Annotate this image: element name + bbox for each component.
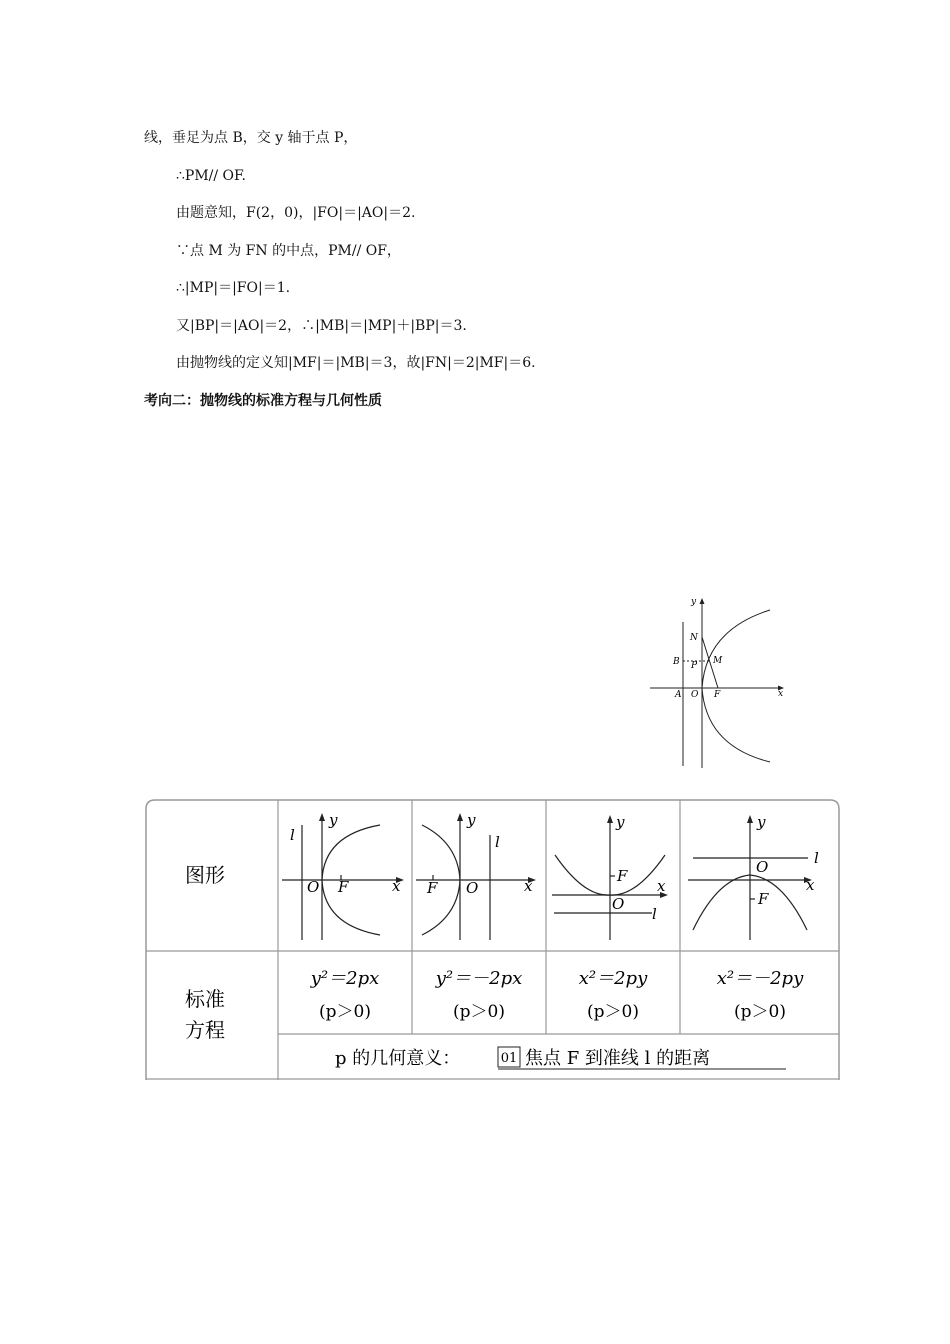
solution-line-2: ∴PM// OF. <box>176 168 247 184</box>
graph-opens-down <box>688 813 819 940</box>
row-label-standard-1: 标准 <box>185 987 225 1011</box>
g2-y: y <box>467 811 476 829</box>
fig-label-F: F <box>714 690 721 700</box>
g3-x: x <box>657 877 666 895</box>
condition-4: (p＞0) <box>734 1002 786 1022</box>
fig-label-A: A <box>675 690 682 700</box>
fig-label-x: x <box>778 689 784 699</box>
g2-x: x <box>524 877 533 895</box>
graph-opens-left <box>416 811 536 940</box>
g4-F: F <box>758 890 769 908</box>
g4-y: y <box>757 813 766 831</box>
equation-4: x²＝－2py <box>716 968 804 989</box>
equation-1: y²＝2px <box>310 968 380 989</box>
fig-label-N: N <box>690 633 698 643</box>
p-meaning-prefix: p 的几何意义： <box>335 1048 461 1069</box>
p-meaning-badge: 01 <box>500 1051 518 1066</box>
fig-label-B: B <box>673 657 680 667</box>
g2-l: l <box>495 833 500 851</box>
g2-F: F <box>427 879 438 897</box>
g2-O: O <box>466 879 479 897</box>
section-heading: 考向二：抛物线的标准方程与几何性质 <box>144 393 382 409</box>
g3-l: l <box>652 905 657 923</box>
g4-O: O <box>756 858 769 876</box>
g3-y: y <box>616 813 625 831</box>
equation-2: y²＝－2px <box>435 968 523 989</box>
g1-F: F <box>338 878 349 896</box>
graph-opens-up <box>552 813 668 940</box>
g3-F: F <box>617 867 628 885</box>
g1-x: x <box>392 877 401 895</box>
g1-l: l <box>290 826 295 844</box>
g1-O: O <box>307 878 320 896</box>
fig-label-M: M <box>713 656 723 666</box>
p-meaning-text: 焦点 F 到准线 l 的距离 <box>525 1048 711 1069</box>
condition-2: (p＞0) <box>453 1002 505 1022</box>
fig-label-O: O <box>691 690 699 700</box>
condition-1: (p＞0) <box>319 1002 371 1022</box>
solution-line-6: 又|BP|＝|AO|＝2，∴|MB|＝|MP|＋|BP|＝3. <box>176 318 467 334</box>
fig-label-P: P <box>691 661 698 671</box>
solution-line-7: 由抛物线的定义知|MF|＝|MB|＝3，故|FN|＝2|MF|＝6. <box>176 355 536 371</box>
condition-3: (p＞0) <box>587 1002 639 1022</box>
solution-line-1: 线，垂足为点 B，交 y 轴于点 P， <box>144 130 358 146</box>
row-label-figure: 图形 <box>185 863 225 887</box>
g1-y: y <box>329 811 338 829</box>
solution-line-5: ∴|MP|＝|FO|＝1. <box>176 280 291 296</box>
g3-O: O <box>612 895 625 913</box>
solution-line-3: 由题意知，F(2，0)，|FO|＝|AO|＝2. <box>176 205 416 221</box>
equation-3: x²＝2py <box>578 968 648 989</box>
solution-line-4: ∵点 M 为 FN 的中点，PM// OF， <box>176 243 401 259</box>
graph-opens-right <box>282 811 404 940</box>
g4-x: x <box>806 876 815 894</box>
row-label-standard-2: 方程 <box>185 1018 225 1042</box>
fig-label-y: y <box>691 597 697 607</box>
g4-l: l <box>814 849 819 867</box>
parabola-figure <box>646 590 796 772</box>
parabola-properties-table <box>140 795 846 1085</box>
